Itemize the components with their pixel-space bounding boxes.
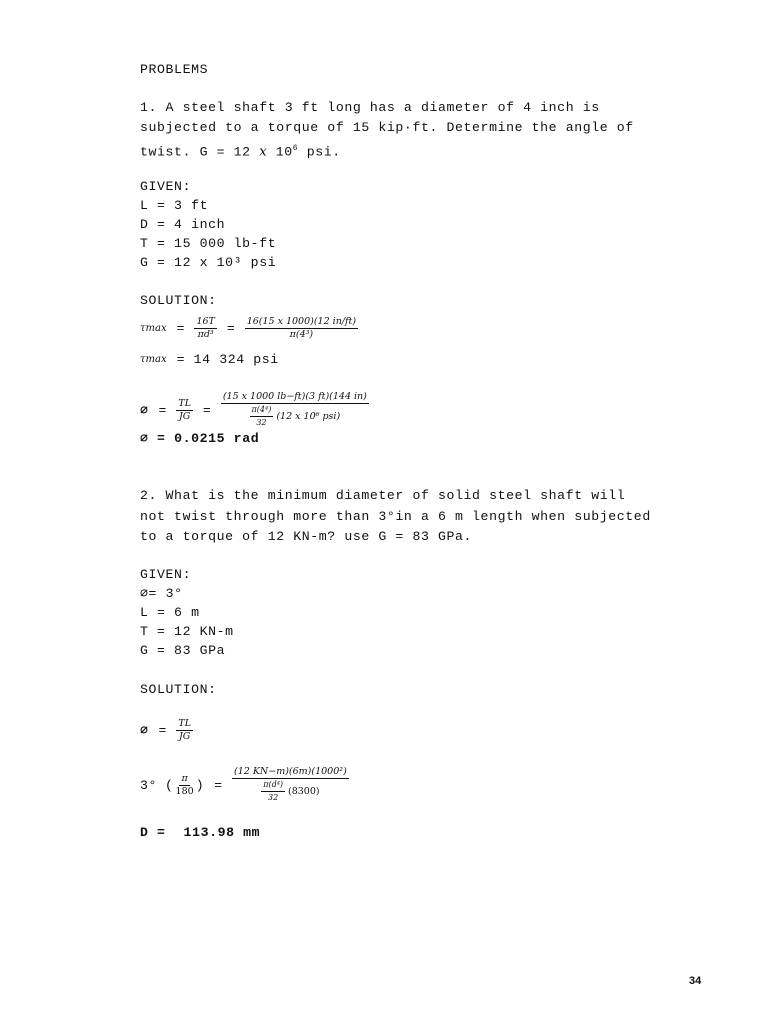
problem1-line1: 1. A steel shaft 3 ft long has a diameter of 4 inch is (140, 100, 600, 115)
fraction: $\frac{\pi}{180}$ (175, 772, 194, 797)
problem2-line3: to a torque of 12 KN-m? use G = 83 GPa. (140, 529, 473, 544)
tau-max-equation: τmax = $\frac{16T}{\text{πd³}}$ = $\frac{16(15 x 1000)(12 in/ft)}{\text{π(4³)}}$ (140, 316, 357, 340)
problem2-line1: 2. What is the minimum diameter of solid steel shaft will (140, 488, 626, 503)
given-item: T = 15 000 lb-ft (140, 236, 277, 251)
solution-label: SOLUTION: (140, 293, 217, 308)
phi-symbol: ∅ (140, 723, 149, 738)
angle-of-twist-equation: ∅ = $\frac{TL}{JG}$ = (15 x 1000 lb−ft)(3 ft)(144 in) $\frac{\text{π(4⁴)}}{32}$ (12 x 10⁶ psi) (140, 391, 367, 427)
problem1-line2: subjected to a torque of 15 kip·ft. Determine the angle of (140, 120, 634, 135)
given-item: ∅= 3° (140, 586, 183, 601)
given-item: G = 12 x 10³ psi (140, 255, 277, 270)
solution-label: SOLUTION: (140, 682, 217, 697)
fraction: (12 KN−m)(6m)(1000²) $\frac{\text{π(d⁴)}}{32}$ (8300) (234, 766, 347, 802)
angle-formula: ∅ = $\frac{TL}{JG}$ (140, 718, 192, 742)
phi-symbol: ∅ (140, 402, 149, 418)
fraction: (15 x 1000 lb−ft)(3 ft)(144 in) $\frac{\text{π(4⁴)}}{32}$ (12 x 10⁶ psi) (222, 391, 367, 427)
given-item: L = 6 m (140, 605, 200, 620)
section-title: PROBLEMS (140, 62, 209, 77)
diameter-result: D = 113.98 mm (140, 825, 261, 840)
tau-result: τmax = 14 324 psi (140, 352, 279, 367)
page-number: 34 (689, 975, 702, 987)
fraction: $\frac{TL}{JG}$ (178, 718, 192, 742)
fraction: $\frac{16T}{\text{πd³}}$ (196, 316, 215, 340)
fraction: $\frac{TL}{JG}$ (178, 397, 192, 422)
problem1-line3: twist. G = 12 x $10^6$ psi. (140, 144, 341, 160)
diameter-equation: 3° ( $\frac{\pi}{180}$ ) = (12 KN−m)(6m)(1000²) $\frac{\text{π(d⁴)}}{32}$ (8300) (140, 766, 347, 802)
given-item: G = 83 GPa (140, 643, 226, 658)
given-label: GIVEN: (140, 179, 192, 194)
given-label: GIVEN: (140, 567, 192, 582)
given-item: D = 4 inch (140, 217, 226, 232)
tau-symbol: τmax (140, 323, 167, 334)
phi-result: ∅ = 0.0215 rad (140, 431, 260, 446)
given-item: T = 12 KN-m (140, 624, 234, 639)
problem2-line2: not twist through more than 3°in a 6 m length when subjected (140, 509, 651, 524)
fraction: $\frac{16(15 x 1000)(12 in/ft)}{\text{π(4³)}}$ (246, 316, 357, 340)
given-item: L = 3 ft (140, 198, 209, 213)
